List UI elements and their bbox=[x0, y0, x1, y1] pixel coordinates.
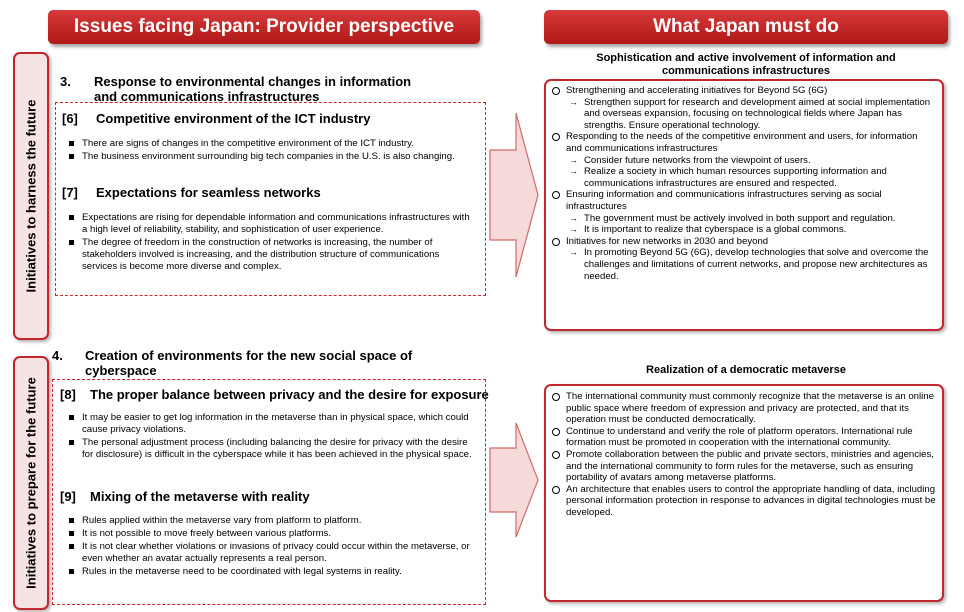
list-item: It may be easier to get log information in the metaverse than in physical space, which could cause privacy violations. bbox=[66, 412, 476, 436]
list-item: Promote collaboration between the public and private sectors, ministries and agencies, and the international community to form rules for the metaverse, such as ensuring portability of avatars among metaverse platforms. bbox=[550, 449, 936, 484]
list-item: An architecture that enables users to control the appropriate handling of data, including personal information protection in response to advances in digital technologies must be developed. bbox=[550, 484, 936, 519]
issue-9-title: Mixing of the metaverse with reality bbox=[90, 489, 310, 504]
sub-list-item: → Realize a society in which human resources supporting information and communications infrastructures are ensured and respected. bbox=[566, 166, 934, 189]
list-item: The degree of freedom in the construction of networks is increasing, the number of stakeholders involved is increasing, and the distribution structure of communications services is become more diverse and complex. bbox=[66, 237, 472, 273]
issue-6-heading bbox=[62, 111, 482, 127]
list-item: Ensuring information and communications infrastructures serving as social infrastructures → The government must be actively involved in both support and regulation. → It is important to realize that cyberspace is a global commons. bbox=[550, 189, 934, 235]
issue-6-number: [6] bbox=[62, 111, 78, 126]
list-item: Responding to the needs of the competitive environment and users, for information and communications infrastructures → Consider future networks from the viewpoint of users. → Realize a society in which human resources supporting information and communications infrastructures are ensured and respected. bbox=[550, 131, 934, 189]
issue-9-bullets bbox=[66, 515, 476, 579]
right-top-list bbox=[550, 85, 934, 282]
left-header-label: Issues facing Japan: Provider perspective bbox=[73, 16, 455, 37]
list-item: Expectations are rising for dependable information and communications infrastructures with a high level of reliability, stability, and sophistication of user experience. bbox=[66, 212, 472, 236]
sub-list-item: → In promoting Beyond 5G (6G), develop technologies that solve and overcome the challenges and limitations of current networks, and propose new architectures as needed. bbox=[566, 247, 934, 282]
issue-7-bullets bbox=[66, 212, 472, 274]
issue-9-heading bbox=[60, 489, 482, 505]
issue-8-heading bbox=[60, 387, 489, 403]
issue-9-number: [9] bbox=[60, 489, 76, 504]
right-bottom-list bbox=[550, 391, 936, 519]
issue-7-number: [7] bbox=[62, 185, 78, 200]
section-3-text: Response to environmental changes in information and communications infrastructures bbox=[94, 74, 412, 104]
issue-7-heading bbox=[62, 185, 482, 201]
sidebar-harness-label: Initiatives to harness the future bbox=[23, 99, 39, 293]
sub-list-item: → Consider future networks from the viewpoint of users. bbox=[566, 155, 934, 167]
list-item: Continue to understand and verify the role of platform operators. International rule formation must be promoted in cooperation with the international community. bbox=[550, 426, 936, 449]
list-item: It is not possible to move freely between various platforms. bbox=[66, 528, 476, 540]
list-item: Initiatives for new networks in 2030 and beyond → In promoting Beyond 5G (6G), develop technologies that solve and overcome the challenges and limitations of current networks, and propose new architectures as needed. bbox=[550, 236, 934, 282]
list-item: The personal adjustment process (including balancing the desire for privacy with the desire for disclosure) is difficult in the cyberspace while it has been achieved in the physical space. bbox=[66, 437, 476, 461]
arrow-right-top-icon bbox=[488, 110, 540, 280]
section-4-number: 4. bbox=[52, 348, 63, 363]
list-item: Strengthening and accelerating initiatives for Beyond 5G (6G) → Strengthen support for research and development aimed at social implementation and overseas expansion, focusing on technological fields where Japan has strengths. Ensure operational technology. bbox=[550, 85, 934, 131]
issue-8-bullets bbox=[66, 412, 476, 462]
sub-list-item: → Strengthen support for research and development aimed at social implementation and overseas expansion, focusing on technological fields where Japan has strengths. Ensure operational technology. bbox=[566, 97, 934, 132]
left-header bbox=[48, 10, 480, 44]
issue-8-number: [8] bbox=[60, 387, 76, 402]
sub-list-item: → It is important to realize that cyberspace is a global commons. bbox=[566, 224, 934, 236]
issue-7-title: Expectations for seamless networks bbox=[96, 185, 321, 200]
sub-list-item: → The government must be actively involved in both support and regulation. bbox=[566, 213, 934, 225]
issue-6-bullets bbox=[66, 138, 472, 164]
sidebar-harness-future bbox=[13, 52, 49, 340]
sidebar-prepare-label: Initiatives to prepare for the future bbox=[23, 377, 39, 589]
section-3-number: 3. bbox=[60, 74, 71, 89]
arrow-right-bottom-icon bbox=[488, 420, 540, 540]
right-bottom-heading: Realization of a democratic metaverse bbox=[646, 364, 846, 376]
issue-6-title: Competitive environment of the ICT industry bbox=[96, 111, 371, 126]
list-item: The business environment surrounding big tech companies in the U.S. is also changing. bbox=[66, 151, 472, 163]
list-item: Rules applied within the metaverse vary from platform to platform. bbox=[66, 515, 476, 527]
list-item: There are signs of changes in the competitive environment of the ICT industry. bbox=[66, 138, 472, 150]
sidebar-prepare-future bbox=[13, 356, 49, 610]
list-item: The international community must commonly recognize that the metaverse is an online public space where freedom of expression and privacy are protected, and that its operation must be conducted democratically. bbox=[550, 391, 936, 426]
section-4-title bbox=[52, 348, 442, 380]
right-top-heading: Sophistication and active involvement of information and communications infrastructures bbox=[596, 52, 896, 77]
issue-8-title: The proper balance between privacy and the desire for exposure bbox=[90, 387, 489, 402]
list-item: It is not clear whether violations or invasions of privacy could occur within the metaverse, or even whether an avatar actually represents a real person. bbox=[66, 541, 476, 565]
right-header-label: What Japan must do bbox=[653, 16, 839, 37]
list-item: Rules in the metaverse need to be coordinated with legal systems in reality. bbox=[66, 566, 476, 578]
section-4-text: Creation of environments for the new social space of cyberspace bbox=[85, 348, 413, 378]
right-header bbox=[544, 10, 948, 44]
